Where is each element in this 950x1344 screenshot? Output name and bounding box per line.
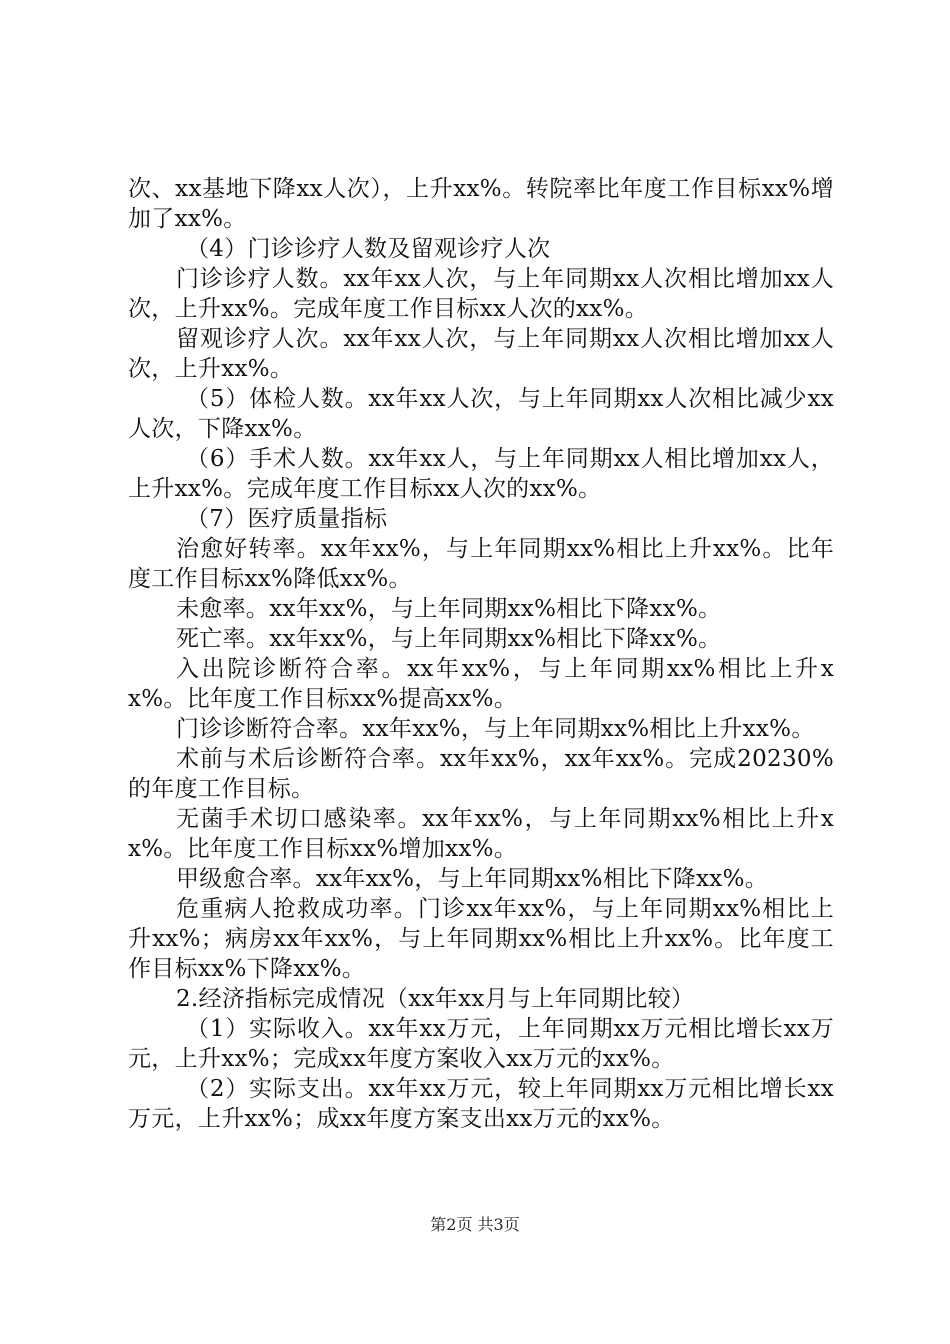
page-number: 第2页 共3页	[430, 1215, 520, 1234]
paragraph: 门诊诊疗人数。xx年xx人次，与上年同期xx人次相比增加xx人次，上升xx%。完成年度工作目标xx人次的xx%。	[128, 266, 834, 322]
paragraph: （2）实际支出。xx年xx万元，较上年同期xx万元相比增长xx万元，上升xx%；成xx年度方案支出xx万元的xx%。	[128, 1076, 834, 1132]
paragraph: 无菌手术切口感染率。xx年xx%，与上年同期xx%相比上升xx%。比年度工作目标xx%增加xx%。	[128, 806, 834, 862]
paragraph: 术前与术后诊断符合率。xx年xx%，xx年xx%。完成20230%的年度工作目标。	[128, 746, 834, 802]
paragraph: 治愈好转率。xx年xx%，与上年同期xx%相比上升xx%。比年度工作目标xx%降低xx%。	[128, 536, 834, 592]
document-body	[128, 174, 834, 1134]
paragraph: （5）体检人数。xx年xx人次，与上年同期xx人次相比减少xx人次，下降xx%。	[128, 386, 834, 442]
paragraph: 未愈率。xx年xx%，与上年同期xx%相比下降xx%。	[176, 596, 722, 622]
section-heading: （7）医疗质量指标	[186, 506, 388, 532]
paragraph: 留观诊疗人次。xx年xx人次，与上年同期xx人次相比增加xx人次，上升xx%。	[128, 326, 834, 382]
paragraph: 门诊诊断符合率。xx年xx%，与上年同期xx%相比上升xx%。	[176, 716, 815, 742]
paragraph: 入出院诊断符合率。xx年xx%，与上年同期xx%相比上升xx%。比年度工作目标xx%提高xx%。	[128, 656, 834, 712]
section-heading: 2.经济指标完成情况（xx年xx月与上年同期比较）	[176, 986, 695, 1012]
paragraph: （6）手术人数。xx年xx人，与上年同期xx人相比增加xx人，上升xx%。完成年度工作目标xx人次的xx%。	[128, 446, 834, 502]
paragraph: （1）实际收入。xx年xx万元，上年同期xx万元相比增长xx万元，上升xx%；完成xx年度方案收入xx万元的xx%。	[128, 1016, 834, 1072]
paragraph: 危重病人抢救成功率。门诊xx年xx%，与上年同期xx%相比上升xx%；病房xx年xx%，与上年同期xx%相比上升xx%。比年度工作目标xx%下降xx%。	[128, 896, 834, 982]
section-heading: （4）门诊诊疗人数及留观诊疗人次	[186, 236, 551, 262]
paragraph: 死亡率。xx年xx%，与上年同期xx%相比下降xx%。	[176, 626, 722, 652]
paragraph: 甲级愈合率。xx年xx%，与上年同期xx%相比下降xx%。	[176, 866, 769, 892]
paragraph: 次、xx基地下降xx人次），上升xx%。转院率比年度工作目标xx%增加了xx%。	[128, 176, 834, 232]
